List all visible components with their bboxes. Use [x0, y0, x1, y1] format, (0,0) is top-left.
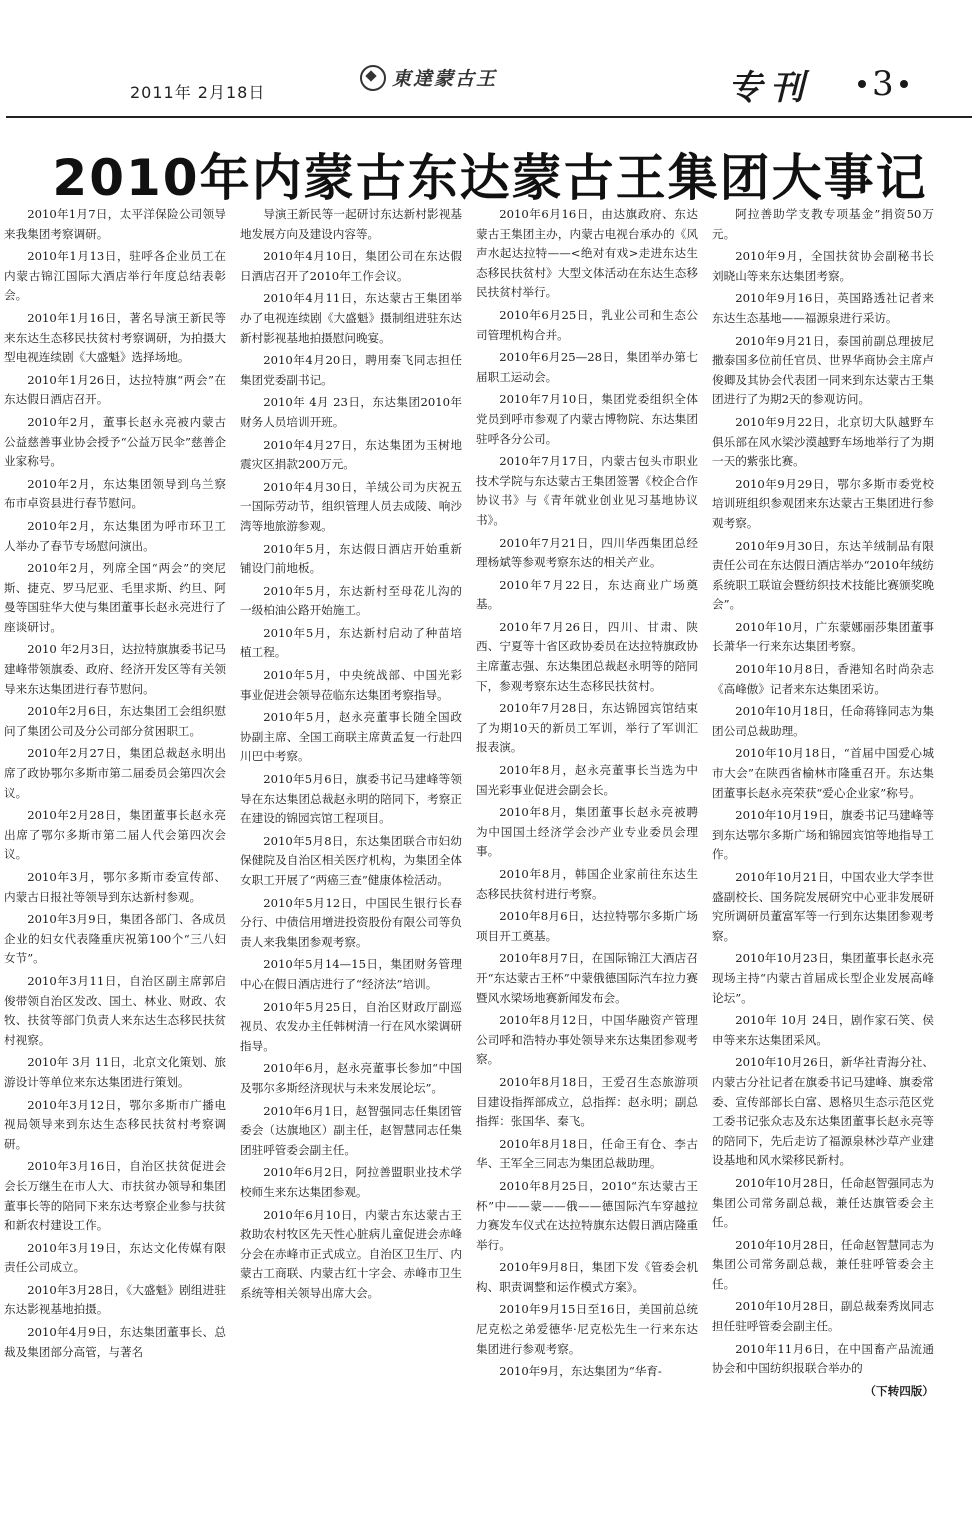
event-entry: 2010年8月，集团董事长赵永亮被聘为中国国土经济学会沙产业专业委员会理事。	[476, 805, 698, 859]
logo-emblem-icon	[360, 65, 386, 91]
event-entry: 2010年1月26日，达拉特旗“两会”在东达假日酒店召开。	[4, 372, 226, 407]
event-entry: 2010年7月10日，集团党委组织全体党员到呼市参观了内蒙古博物院、东达集团驻呼各分公司。	[476, 392, 698, 446]
event-entry: 2010年10月28日，任命赵智慧同志为集团公司常务副总裁，兼任驻呼管委会主任。	[712, 1237, 934, 1291]
header-rule	[6, 116, 972, 118]
event-entry: 2010年4月20日，聘用秦飞同志担任集团党委副书记。	[240, 353, 462, 387]
event-entry: 2010年10月19日，旗委书记马建峰等到东达鄂尔多斯广场和锦园宾馆等地指导工作。	[712, 808, 934, 862]
event-entry: 2010年2月，董事长赵永亮被内蒙古公益慈善事业协会授予“公益万民伞”慈善企业家称号。	[4, 414, 226, 469]
event-entry: 2010年9月16日，英国路透社记者来东达生态基地——福源泉进行采访。	[712, 291, 934, 325]
event-entry: 2010年10月，广东蒙娜丽莎集团董事长萧华一行来东达集团考察。	[712, 619, 934, 654]
event-entry: 2010年5月，赵永亮董事长随全国政协副主席、全国工商联主席黄孟复一行赴四川巴中考察。	[240, 710, 462, 764]
page-headline: 2010年内蒙古东达蒙古王集团大事记	[52, 149, 928, 207]
event-entry: 导演王新民等一起研讨东达新村影视基地发展方向及建设内容等。	[240, 207, 462, 241]
event-entry: 2010年6月1日，赵智强同志任集团管委会（达旗地区）副主任，赵智慧同志任集团驻呼管委会副主任。	[240, 1103, 462, 1157]
issue-date: 2011年 2月18日	[130, 83, 266, 102]
event-entry: 2010年7月17日，内蒙古包头市职业技术学院与东达蒙古王集团签署《校企合作协议书》与《青年就业创业见习基地协议书》。	[476, 454, 698, 527]
event-entry: 2010年2月，列席全国“两会”的突尼斯、捷克、罗马尼亚、毛里求斯、约旦、阿曼等国驻华大使与集团董事长赵永亮进行了座谈研讨。	[4, 561, 226, 634]
event-entry: 2010年6月，赵永亮董事长参加“中国及鄂尔多斯经济现状与未来发展论坛”。	[240, 1061, 462, 1095]
newspaper-logo	[360, 64, 497, 91]
event-entry: 2010年5月12日，中国民生银行长春分行、中债信用增进投资股份有限公司等负责人来我集团参观考察。	[240, 895, 462, 949]
event-entry: 2010年5月，中央统战部、中国光彩事业促进会领导莅临东达集团考察指导。	[240, 668, 462, 702]
event-entry: 2010年10月28日，任命赵智强同志为集团公司常务副总裁，兼任达旗管委会主任。	[712, 1175, 934, 1230]
event-entry: 2010年6月2日，阿拉善盟职业技术学校师生来东达集团参观。	[240, 1165, 462, 1199]
event-entry: 2010年4月30日，羊绒公司为庆祝五一国际劳动节，组织管理人员去成陵、响沙湾等地旅游参观。	[240, 479, 462, 533]
event-entry: 2010年4月10日，集团公司在东达假日酒店召开了2010年工作会议。	[240, 249, 462, 283]
column-3	[476, 205, 698, 1505]
event-entry: 2010年10月23日，集团董事长赵永亮现场主持“内蒙古首届成长型企业发展高峰论坛”。	[712, 951, 934, 1005]
event-entry: 2010年9月22日，北京切大队越野车俱乐部在风水梁沙漠越野车场地举行了为期一天的紫张比赛。	[712, 414, 934, 469]
event-entry: 2010年5月，东达假日酒店开始重新铺设门前地板。	[240, 541, 462, 576]
event-entry: 2010年8月，赵永亮董事长当选为中国光彩事业促进会副会长。	[476, 763, 698, 797]
event-entry: 2010年10月21日，中国农业大学李世盛副校长、国务院发展研究中心亚非发展研究所调研员董富军等一行到东达集团参观考察。	[712, 870, 934, 943]
event-entry: 2010年6月16日，由达旗政府、东达蒙古王集团主办，内蒙古电视台承办的《风声水起达拉特——<绝对有戏>走进东达生态移民扶贫村》大型文体活动在东达生态移民扶贫村举行。	[476, 207, 698, 300]
event-entry: 2010年5月6日，旗委书记马建峰等领导在东达集团总裁赵永明的陪同下，考察正在建设的锦园宾馆工程项目。	[240, 772, 462, 826]
event-entry: 2010年3月，鄂尔多斯市委宣传部、内蒙古日报社等领导到东达新村参观。	[4, 870, 226, 904]
event-entry: 2010年5月，东达新村至母花儿沟的一级柏油公路开始施工。	[240, 583, 462, 618]
event-entry: 2010年1月16日，著名导演王新民等来东达生态移民扶贫村考察调研，为拍摄大型电视连续剧《大盛魁》选择场地。	[4, 310, 226, 365]
event-entry: 2010年2月28日，集团董事长赵永亮出席了鄂尔多斯市第二届人代会第四次会议。	[4, 808, 226, 862]
event-entry: 2010年3月9日，集团各部门、各成员企业的妇女代表隆重庆祝第100个“三八妇女节”。	[4, 912, 226, 966]
event-entry: 2010年5月25日，自治区财政厅副巡视员、农发办主任韩树清一行在风水梁调研指导。	[240, 999, 462, 1053]
event-entry: 2010年 3月 11日，北京文化策划、旅游设计等单位来东达集团进行策划。	[4, 1055, 226, 1089]
event-entry: 2010年2月6日，东达集团工会组织慰问了集团公司及分公司部分贫困职工。	[4, 704, 226, 738]
column-1	[4, 205, 226, 1505]
event-entry: 2010年5月8日，东达集团联合市妇幼保健院及自治区相关医疗机构，为集团全体女职工开展了“两癌三查”健康体检活动。	[240, 833, 462, 887]
event-entry: 2010年7月22日，东达商业广场奠基。	[476, 577, 698, 612]
event-entry: 2010年9月30日，东达羊绒制品有限责任公司在东达假日酒店举办“2010年绒纺系统职工联谊会暨纺织技术技能比赛颁奖晚会”。	[712, 538, 934, 612]
event-entry: 2010年11月6日，在中国畜产品流通协会和中国纺织报联合举办的	[712, 1341, 934, 1376]
masthead	[0, 0, 980, 118]
event-entry: 2010年9月8日，集团下发《管委会机构、职责调整和运作模式方案》。	[476, 1260, 698, 1294]
event-entry: 2010年8月25日，2010“东达蒙古王杯”中——蒙——俄——德国际汽车穿越拉力赛发车仪式在达拉特旗东达假日酒店隆重举行。	[476, 1178, 698, 1252]
event-entry: 2010年5月，东达新村启动了种苗培植工程。	[240, 625, 462, 660]
event-entry: 2010年7月26日，四川、甘肃、陕西、宁夏等十省区政协委员在达拉特旗政协主席董志强、东达集团总裁赵永明等的陪同下，参观考察东达生态移民扶贫村。	[476, 619, 698, 693]
column-4	[712, 205, 934, 1505]
event-entry: 2010年1月7日，太平洋保险公司领导来我集团考察调研。	[4, 207, 226, 241]
event-entry: 2010年8月18日，任命王有仓、李古华、王军全三同志为集团总裁助理。	[476, 1136, 698, 1171]
event-entry: 2010年10月26日，新华社青海分社、内蒙古分社记者在旗委书记马建峰、旗委常委、宣传部部长白富、恩格贝生态示范区党工委书记张众志及东达集团董事长赵永亮等的陪同下，先后走访了福源泉林沙草产业建设基地和风水梁移民新村。	[712, 1055, 934, 1168]
event-entry: 2010年10月18日，任命蒋锋同志为集团公司总裁助理。	[712, 704, 934, 738]
event-entry: 2010年8月，韩国企业家前往东达生态移民扶贫村进行考察。	[476, 867, 698, 901]
page-number	[858, 64, 908, 104]
logo-text: 東達蒙古王	[392, 68, 498, 90]
continued-note: （下转四版）	[864, 1383, 934, 1398]
bullet-icon	[900, 80, 908, 88]
event-entry: 2010年4月27日，东达集团为玉树地震灾区捐款200万元。	[240, 437, 462, 472]
page-number-value: 3	[872, 64, 894, 104]
event-entry: 2010年1月13日，驻呼各企业员工在内蒙古锦江国际大酒店举行年度总结表彰会。	[4, 249, 226, 303]
section-title: 专刊	[728, 68, 812, 108]
event-entry: 2010年9月，东达集团为“华育-	[499, 1364, 662, 1379]
event-entry: 2010年8月7日，在国际锦江大酒店召开“东达蒙古王杯”中蒙俄德国际汽车拉力赛暨风水梁场地赛新闻发布会。	[476, 951, 698, 1005]
event-entry: 2010年4月9日，东达集团董事长、总裁及集团部分高管，与著名	[4, 1325, 226, 1359]
event-entry: 2010年3月19日，东达文化传媒有限责任公司成立。	[4, 1240, 226, 1275]
event-entry: 2010年10月28日，副总裁秦秀岚同志担任驻呼管委会副主任。	[712, 1299, 934, 1334]
event-entry: 2010年7月28日，东达锦园宾馆结束了为期10天的新员工军训，举行了军训汇报表演。	[476, 701, 698, 755]
event-entry: 2010年3月16日，自治区扶贫促进会会长万继生在市人大、市扶贫办领导和集团董事长等的陪同下来东达考察企业参与扶贫和新农村建设工作。	[4, 1159, 226, 1233]
event-entry: 2010年10月18日，“首届中国爱心城市大会”在陕西省榆林市隆重召开。东达集团董事长赵永亮荣获“爱心企业家”称号。	[712, 746, 934, 800]
event-entry: 2010年8月12日，中国华融资产管理公司呼和浩特办事处领导来东达集团参观考察。	[476, 1013, 698, 1067]
event-entry: 2010年8月6日，达拉特鄂尔多斯广场项目开工奠基。	[476, 909, 698, 943]
event-entry: 2010 年2月3日，达拉特旗旗委书记马建峰带领旗委、政府、经济开发区等有关领导来东达集团进行春节慰问。	[4, 642, 226, 696]
event-entry: 2010年4月11日，东达蒙古王集团举办了电视连续剧《大盛魁》摄制组进驻东达新村影视基地拍摄慰问晚宴。	[240, 291, 462, 345]
event-entry: 2010年 10月 24日，剧作家石笑、侯申等来东达集团采风。	[712, 1013, 934, 1047]
event-entry: 2010年3月28日，《大盛魁》剧组进驻东达影视基地拍摄。	[4, 1282, 226, 1317]
event-entry: 2010年9月29日，鄂尔多斯市委党校培训班组织参观团来东达蒙古王集团进行参观考察。	[712, 476, 934, 530]
event-entry: 2010年8月18日，王爱召生态旅游项目建设指挥部成立，总指挥：赵永明；副总指挥：张国华、秦飞。	[476, 1074, 698, 1129]
event-entry: 2010年2月，东达集团领导到乌兰察布市卓资县进行春节慰问。	[4, 476, 226, 511]
event-entry: 2010年9月15日至16日，美国前总统尼克松之弟爱德华·尼克松先生一行来东达集团进行参观考察。	[476, 1302, 698, 1356]
event-entry: 2010年2月，东达集团为呼市环卫工人举办了春节专场慰问演出。	[4, 518, 226, 553]
event-entry: 2010年6月25日，乳业公司和生态公司管理机构合并。	[476, 307, 698, 342]
event-entry: 2010年6月25—28日，集团举办第七届职工运动会。	[476, 350, 698, 384]
event-entry: 2010年3月12日，鄂尔多斯市广播电视局领导来到东达生态移民扶贫村考察调研。	[4, 1097, 226, 1151]
article-columns	[0, 205, 980, 1505]
event-entry: 2010年5月14—15日，集团财务管理中心在假日酒店进行了“经济法”培训。	[240, 957, 462, 991]
event-entry: 2010年9月21日，泰国前副总理披尼撒泰国多位前任官员、世界华商协会主席卢俊卿及其协会代表团一同来到东达蒙古王集团进行了为期2天的参观访问。	[712, 333, 934, 407]
event-entry: 阿拉善助学支教专项基金”捐资50万元。	[712, 207, 934, 241]
event-entry: 2010年7月21日，四川华西集团总经理杨斌等参观考察东达的相关产业。	[476, 535, 698, 570]
column-2	[240, 205, 462, 1505]
event-entry: 2010年3月11日，自治区副主席郭启俊带领自治区发改、国土、林业、财政、农牧、扶贫等部门负责人来东达生态移民扶贫村视察。	[4, 973, 226, 1047]
bullet-icon	[858, 80, 866, 88]
event-entry: 2010年10月8日，香港知名时尚杂志《高峰傲》记者来东达集团采访。	[712, 662, 934, 696]
event-entry: 2010年9月，全国扶贫协会副秘书长刘晓山等来东达集团考察。	[712, 249, 934, 283]
event-entry: 2010年 4月 23日，东达集团2010年财务人员培训开班。	[240, 395, 462, 429]
column-4-entries	[712, 205, 934, 1379]
event-entry: 2010年2月27日，集团总裁赵永明出席了政协鄂尔多斯市第二届委员会第四次会议。	[4, 746, 226, 800]
event-entry: 2010年6月10日，内蒙古东达蒙古王救助农村牧区先天性心脏病儿童促进会赤峰分会在赤峰市正式成立。自治区卫生厅、内蒙古工商联、内蒙古红十字会、赤峰市卫生系统等相关领导出席大会。	[240, 1207, 462, 1300]
